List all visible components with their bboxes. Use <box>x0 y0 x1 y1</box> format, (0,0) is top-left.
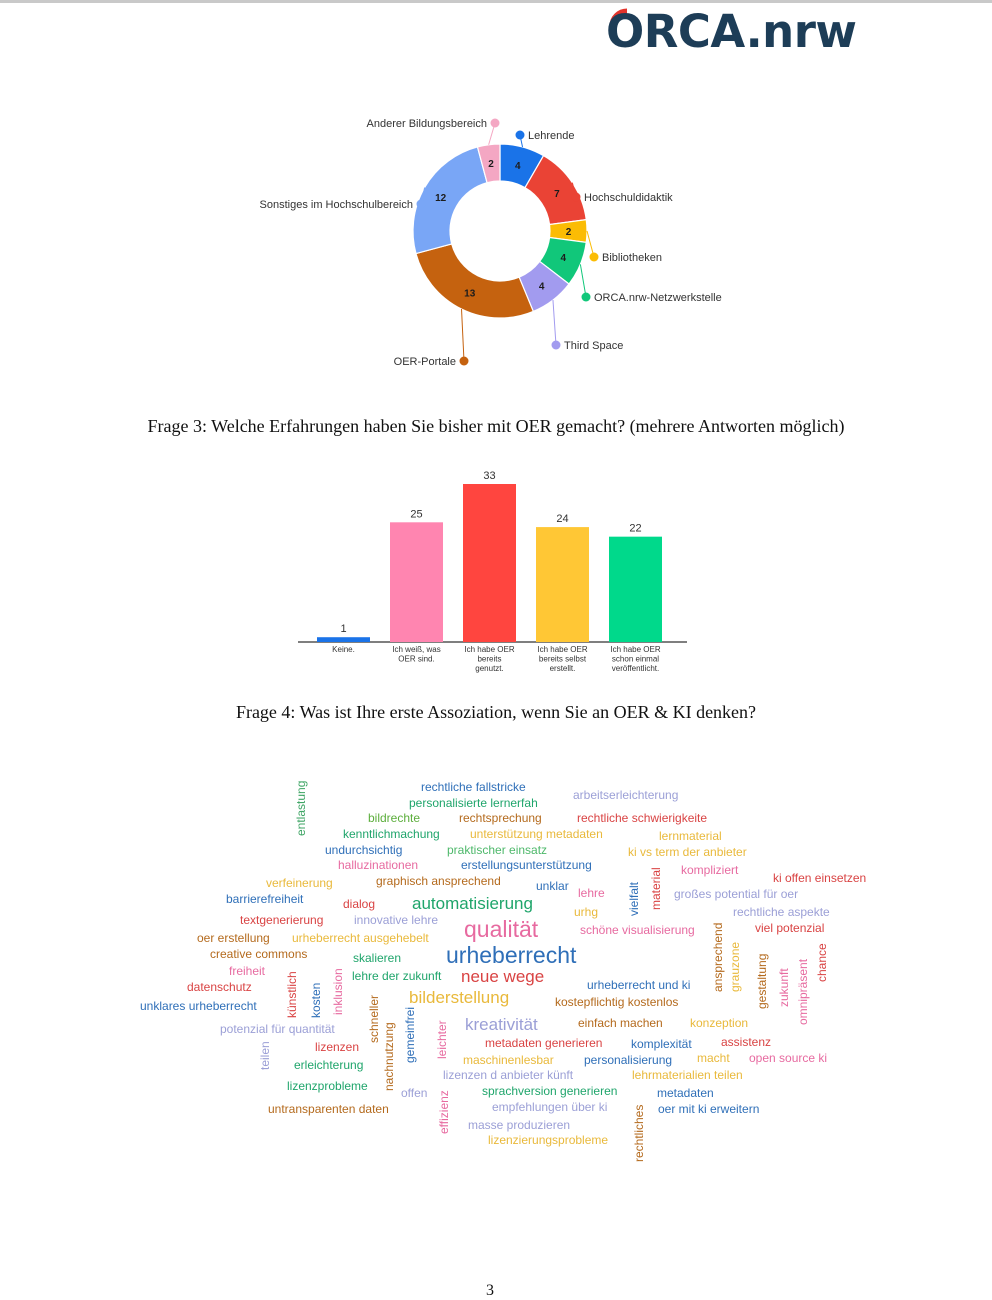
word-cloud-word: bilderstellung <box>409 988 510 1007</box>
word-cloud-word: lehrmaterialien teilen <box>632 1068 743 1082</box>
word-cloud-word: chance <box>815 943 829 982</box>
word-cloud-word: freiheit <box>229 964 266 978</box>
word-cloud-word: urheberrecht ausgehebelt <box>292 931 429 945</box>
word-cloud-word: einfach machen <box>578 1016 663 1030</box>
category-label: Ich habe OER bereits selbst erstellt. <box>537 645 588 673</box>
slice-legend-dot <box>516 131 525 140</box>
word-cloud-word: grauzone <box>728 941 742 992</box>
donut-slice <box>413 147 487 254</box>
word-cloud-word: kenntlichmachung <box>343 827 440 841</box>
word-cloud-word: kostepflichtig kostenlos <box>555 995 679 1009</box>
word-cloud-word: halluzinationen <box>338 858 419 872</box>
word-cloud-word: ki offen einsetzen <box>773 871 867 885</box>
bar <box>536 527 589 642</box>
word-cloud-word: ki vs term der anbieter <box>628 845 747 859</box>
word-cloud-word: qualität <box>464 916 539 942</box>
word-cloud-word: gestaltung <box>755 953 769 1009</box>
logo-text: ORCA.nrw <box>606 5 857 58</box>
word-cloud-word: rechtliche schwierigkeite <box>577 811 708 825</box>
word-cloud-word: rechtliche aspekte <box>733 905 830 919</box>
word-cloud-word: kreativität <box>465 1015 538 1034</box>
slice-label: Bibliotheken <box>602 252 662 264</box>
word-cloud-word: graphisch ansprechend <box>376 874 501 888</box>
word-cloud-word: lizenzen <box>315 1040 360 1054</box>
slice-label: Third Space <box>564 340 624 352</box>
word-cloud-word: masse produzieren <box>468 1118 571 1132</box>
word-cloud-word: konzeption <box>690 1016 749 1030</box>
word-cloud-word: rechtliche fallstricke <box>421 780 526 794</box>
word-cloud-word: lehre der zukunft <box>352 969 442 983</box>
slice-label: Lehrende <box>528 130 575 142</box>
category-label: Ich habe OER bereits genutzt. <box>464 645 515 673</box>
word-cloud-word: viel potenzial <box>755 921 825 935</box>
slice-legend-dot <box>460 357 469 366</box>
word-cloud <box>0 770 992 1170</box>
word-cloud-word: urheberrecht und ki <box>587 978 691 992</box>
word-cloud-word: rechtliches <box>632 1104 646 1162</box>
question-4: Frage 4: Was ist Ihre erste Assoziation, wenn Sie an OER & KI denken? <box>235 702 757 722</box>
orca-logo <box>606 6 886 58</box>
slice-leader-line <box>553 300 556 345</box>
word-cloud-word: unklares urheberrecht <box>140 999 257 1013</box>
word-cloud-word: verfeinerung <box>266 876 333 890</box>
word-cloud-word: zukunft <box>777 968 791 1007</box>
word-cloud-word: oer erstellung <box>197 931 270 945</box>
word-cloud-word: open source ki <box>749 1051 828 1065</box>
word-cloud-word: omnipräsent <box>796 958 810 1025</box>
word-cloud-word: creative commons <box>210 947 308 961</box>
word-cloud-word: gemeinfrei <box>403 1006 417 1063</box>
word-cloud-word: kosten <box>309 982 323 1018</box>
word-cloud-word: bildrechte <box>368 811 421 825</box>
word-cloud-word: erleichterung <box>294 1058 364 1072</box>
word-cloud-word: rechtsprechung <box>459 811 542 825</box>
bar <box>463 484 516 642</box>
slice-value-label: 7 <box>554 188 560 200</box>
word-cloud-word: personalisierung <box>584 1053 673 1067</box>
donut-slice <box>416 244 533 318</box>
word-cloud-word: leichter <box>435 1020 449 1059</box>
slice-value-label: 13 <box>464 288 476 300</box>
page-number: 3 <box>486 1282 494 1299</box>
word-cloud-word: dialog <box>343 897 376 911</box>
slice-value-label: 4 <box>538 281 545 293</box>
word-cloud-word: großes potential für oer <box>674 887 799 901</box>
word-cloud-word: urheberrecht <box>446 942 577 968</box>
bar-value-label: 22 <box>629 522 642 535</box>
word-cloud-word: offen <box>401 1086 428 1100</box>
slice-leader-line <box>580 264 586 297</box>
bar-chart <box>290 460 700 685</box>
slice-value-label: 4 <box>560 253 567 265</box>
word-cloud-word: textgenerierung <box>240 913 324 927</box>
slice-label: OER-Portale <box>393 356 456 368</box>
slice-value-label: 2 <box>565 227 572 238</box>
slice-leader-line <box>462 309 464 361</box>
word-cloud-word: kompliziert <box>681 863 739 877</box>
word-cloud-word: vielfalt <box>627 881 641 916</box>
word-cloud-word: unklar <box>536 879 569 893</box>
word-cloud-word: inklusion <box>331 968 345 1015</box>
bar <box>317 637 370 642</box>
question-3: Frage 3: Welche Erfahrungen haben Sie bisher mit OER gemacht? (mehrere Antworten möglich) <box>147 416 845 436</box>
slice-value-label: 2 <box>488 159 494 171</box>
word-cloud-word: künstlich <box>285 971 299 1018</box>
category-label: Keine. <box>332 645 355 654</box>
word-cloud-word: oer mit ki erweitern <box>658 1102 760 1116</box>
word-cloud-word: assistenz <box>721 1035 772 1049</box>
word-cloud-word: automatisierung <box>412 894 533 913</box>
word-cloud-word: macht <box>697 1051 730 1065</box>
slice-legend-dot <box>590 253 599 262</box>
top-rule <box>0 0 992 3</box>
word-cloud-word: material <box>649 867 663 910</box>
word-cloud-word: arbeitserleichterung <box>573 788 679 802</box>
word-cloud-word: ansprechend <box>711 922 725 992</box>
word-cloud-word: teilen <box>258 1041 272 1070</box>
slice-legend-dot <box>582 293 591 302</box>
word-cloud-word: schöne visualisierung <box>580 923 695 937</box>
slice-legend-dot <box>491 119 500 128</box>
word-cloud-word: praktischer einsatz <box>447 843 548 857</box>
word-cloud-word: lernmaterial <box>659 829 722 843</box>
word-cloud-word: neue wege <box>461 967 545 986</box>
word-cloud-word: metadaten <box>657 1086 714 1100</box>
word-cloud-word: untransparenten daten <box>268 1102 389 1116</box>
word-cloud-word: lizenzprobleme <box>287 1079 368 1093</box>
word-cloud-word: erstellungsunterstützung <box>461 858 592 872</box>
slice-label: Sonstiges im Hochschulbereich <box>259 199 413 211</box>
word-cloud-word: datenschutz <box>187 980 252 994</box>
word-cloud-word: sprachversion generieren <box>482 1084 618 1098</box>
bar-value-label: 25 <box>410 508 423 521</box>
bar-value-label: 33 <box>483 470 496 482</box>
word-cloud-word: maschinenlesbar <box>463 1053 554 1067</box>
word-cloud-word: metadaten generieren <box>485 1036 603 1050</box>
category-label: Ich habe OER schon einmal veröffentlicht. <box>610 645 661 673</box>
word-cloud-word: personalisierte lernerfah <box>409 796 538 810</box>
slice-label: ORCA.nrw-Netzwerkstelle <box>594 292 722 304</box>
word-cloud-word: barrierefreiheit <box>226 892 304 906</box>
word-cloud-word: potenzial für quantität <box>220 1022 335 1036</box>
bar <box>609 537 662 642</box>
word-cloud-word: urhg <box>574 905 599 919</box>
slice-value-label: 4 <box>514 160 521 172</box>
word-cloud-word: komplexität <box>631 1037 692 1051</box>
slice-label: Anderer Bildungsbereich <box>366 118 487 130</box>
slice-label: Hochschuldidaktik <box>584 192 673 204</box>
word-cloud-word: entlastung <box>294 780 308 836</box>
word-cloud-word: schneller <box>367 994 381 1043</box>
bar-value-label: 1 <box>340 623 347 636</box>
word-cloud-word: nachnutzung <box>382 1022 396 1091</box>
word-cloud-word: undurchsichtig <box>325 843 403 857</box>
slice-legend-dot <box>552 341 561 350</box>
category-label: Ich weiß, was OER sind. <box>392 645 441 664</box>
word-cloud-word: unterstützung metadaten <box>470 827 603 841</box>
word-cloud-word: lizenzierungsprobleme <box>488 1133 609 1147</box>
word-cloud-word: empfehlungen über ki <box>492 1100 608 1114</box>
donut-chart <box>240 110 760 400</box>
slice-legend-dot <box>572 193 581 202</box>
bar <box>390 522 443 642</box>
word-cloud-word: innovative lehre <box>354 913 439 927</box>
bar-value-label: 24 <box>556 513 569 526</box>
slice-value-label: 12 <box>435 192 447 204</box>
slice-legend-dot <box>417 200 426 209</box>
word-cloud-word: lehre <box>578 886 605 900</box>
word-cloud-word: skalieren <box>353 951 402 965</box>
word-cloud-word: lizenzen d anbieter künft <box>443 1068 574 1082</box>
word-cloud-word: effizienz <box>437 1090 451 1134</box>
